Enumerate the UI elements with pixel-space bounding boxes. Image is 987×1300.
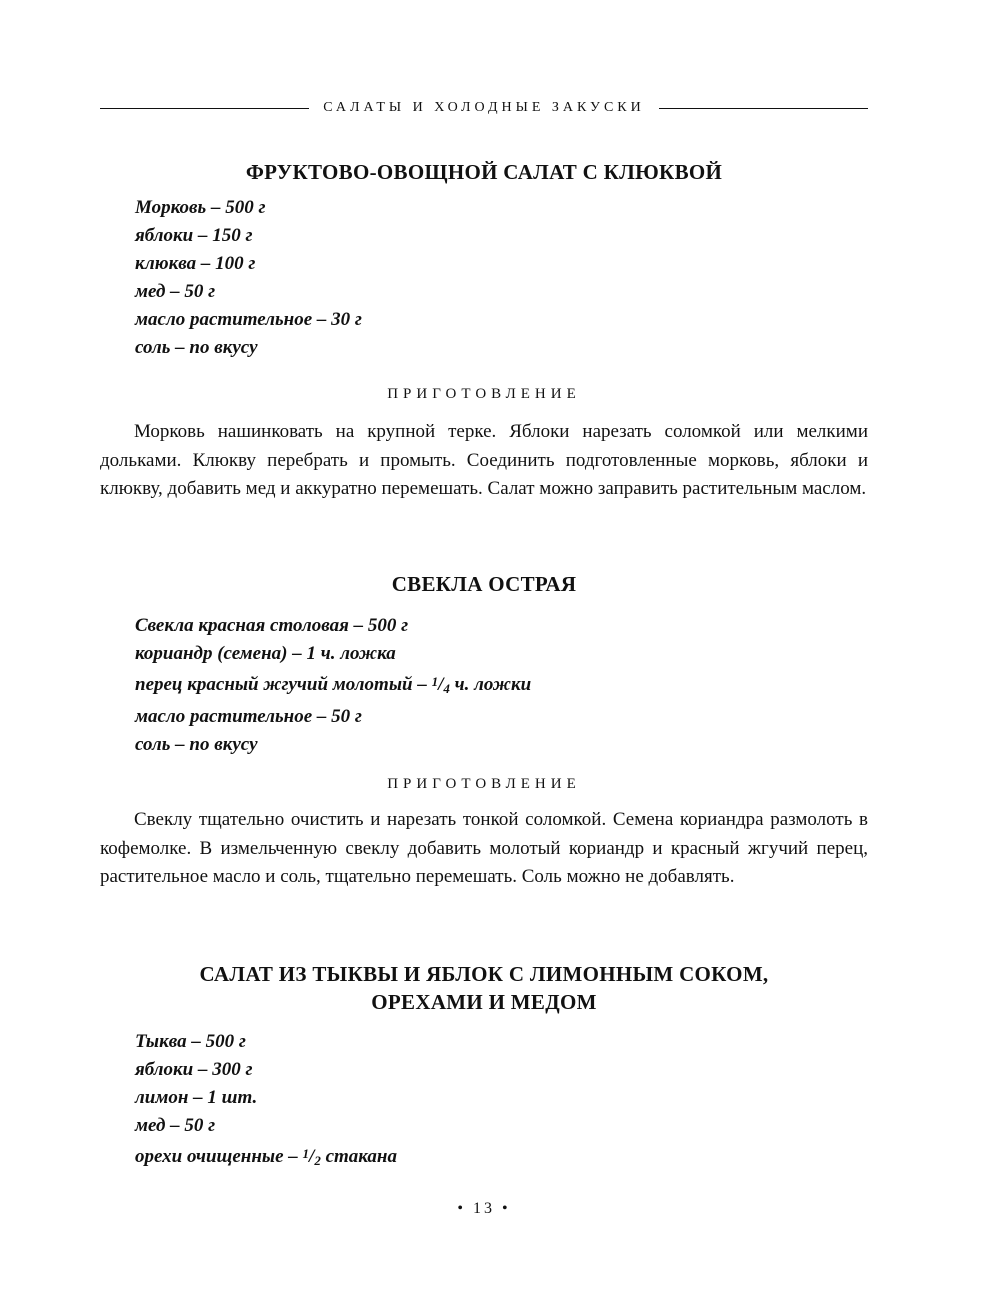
ingredient-item: кориандр (семена) – 1 ч. ложка bbox=[135, 643, 396, 664]
ingredients-list-pumpkin-apple-salad bbox=[135, 1028, 397, 1175]
header-rule-left bbox=[100, 108, 309, 109]
page-number: • 13 • bbox=[457, 1200, 511, 1217]
ingredient-item: Морковь – 500 г bbox=[135, 197, 266, 218]
fraction-denominator: 2 bbox=[314, 1153, 321, 1168]
ingredients-list-cranberry-salad bbox=[135, 194, 362, 362]
ingredient-item: орехи очищенные – $^1$/2 стакана bbox=[135, 1146, 397, 1168]
recipe-title-spicy-beet: СВЕКЛА ОСТРАЯ bbox=[391, 572, 577, 596]
prep-paragraph: Свеклу тщательно очистить и нарезать тонкой соломкой. Семена кориандра размолоть в кофемолке. В измельченную свеклу добавить молотый кориандр и красный жгучий перец, растительное масло и соль, тщательно перемешать. Соль можно не добавлять. bbox=[100, 809, 868, 887]
ingredient-item: мед – 50 г bbox=[135, 1115, 216, 1136]
ingredient-item: Тыква – 500 г bbox=[135, 1031, 246, 1052]
prep-paragraph: Морковь нашинковать на крупной терке. Яблоки нарезать соломкой или мелкими дольками. Клюкву перебрать и промыть. Соединить подготовленные морковь, яблоки и клюкву, добавить мед и аккуратно перемешать. Салат можно заправить растительным маслом. bbox=[100, 421, 868, 499]
ingredients-list-spicy-beet bbox=[135, 612, 531, 759]
ingredient-text: перец красный жгучий молотый – bbox=[135, 674, 432, 695]
ingredient-text: орехи очищенные – bbox=[135, 1146, 303, 1167]
prep-heading: ПРИГОТОВЛЕНИЕ bbox=[387, 386, 581, 402]
recipe-title-line: ОРЕХАМИ И МЕДОМ bbox=[371, 990, 597, 1014]
ingredient-item: соль – по вкусу bbox=[135, 337, 258, 358]
ingredient-item: лимон – 1 шт. bbox=[135, 1087, 258, 1108]
prep-heading: ПРИГОТОВЛЕНИЕ bbox=[387, 776, 581, 792]
ingredient-item: соль – по вкусу bbox=[135, 734, 258, 755]
recipe-title-pumpkin-apple-salad bbox=[100, 960, 868, 1016]
running-header bbox=[100, 100, 868, 116]
ingredient-item: масло растительное – 50 г bbox=[135, 706, 362, 727]
ingredient-text: стакана bbox=[320, 1146, 397, 1167]
ingredient-text: ч. ложки bbox=[449, 674, 532, 695]
recipe-title-line: САЛАТ ИЗ ТЫКВЫ И ЯБЛОК С ЛИМОННЫМ СОКОМ, bbox=[199, 962, 769, 986]
ingredient-item: яблоки – 150 г bbox=[135, 225, 253, 246]
fraction-denominator: 4 bbox=[443, 681, 450, 696]
recipe-title-cranberry-salad: ФРУКТОВО-ОВОЩНОЙ САЛАТ С КЛЮКВОЙ bbox=[245, 160, 723, 184]
ingredient-item: яблоки – 300 г bbox=[135, 1059, 253, 1080]
header-rule-right bbox=[659, 108, 868, 109]
ingredient-item: мед – 50 г bbox=[135, 281, 216, 302]
fraction-numerator: 1 bbox=[302, 1146, 310, 1161]
ingredient-item: масло растительное – 30 г bbox=[135, 309, 362, 330]
running-title: САЛАТЫ И ХОЛОДНЫЕ ЗАКУСКИ bbox=[323, 100, 645, 115]
ingredient-item: клюква – 100 г bbox=[135, 253, 256, 274]
ingredient-item: перец красный жгучий молотый – $^1$/4 ч. ложки bbox=[135, 674, 532, 696]
ingredient-item: Свекла красная столовая – 500 г bbox=[135, 615, 409, 636]
fraction-numerator: 1 bbox=[431, 674, 439, 689]
